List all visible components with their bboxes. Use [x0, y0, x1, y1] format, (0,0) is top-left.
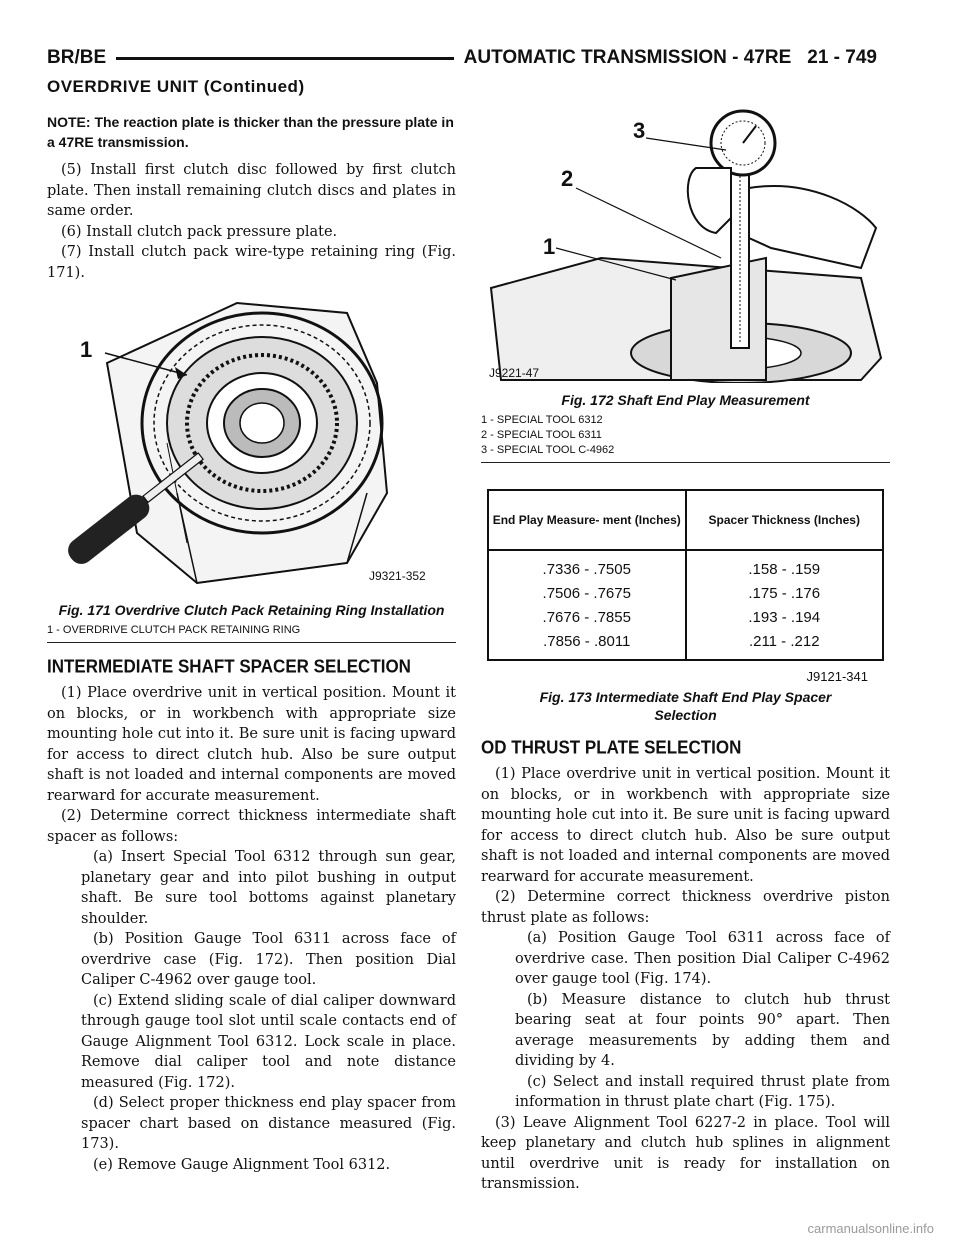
paragraph-sub: (e) Remove Gauge Alignment Tool 6312. — [93, 1156, 391, 1173]
figure-caption: Fig. 171 Overdrive Clutch Pack Retaining Ring Installation — [58, 602, 445, 618]
section-heading-intermediate-shaft: INTERMEDIATE SHAFT SPACER SELECTION — [47, 656, 411, 677]
paragraph: (2) Determine correct thickness overdrive piston thrust plate as follows: — [481, 889, 890, 926]
watermark: carmanualsonline.info — [807, 1221, 934, 1236]
paragraph-sub: (c) Select and install required thrust plate from information in thrust plate chart (Fig. 175). — [515, 1073, 890, 1110]
section-heading-od-thrust-plate: OD THRUST PLATE SELECTION — [481, 737, 742, 758]
header-model: BR/BE — [47, 47, 107, 68]
table-cell: .7336 - .7505 — [488, 550, 686, 581]
step-7: (7) Install clutch pack wire-type retaining ring (Fig. 171). — [47, 244, 456, 281]
table-row — [488, 581, 883, 605]
figure-legend — [481, 413, 890, 458]
figure-id: J9321-352 — [369, 569, 426, 583]
figure-legend-item: 3 - SPECIAL TOOL C-4962 — [481, 444, 615, 456]
table-row — [488, 605, 883, 629]
paragraph: (3) Leave Alignment Tool 6227-2 in place. Tool will keep planetary and clutch hub splines in alignment until overdrive unit is ready for installation on transmission. — [481, 1114, 890, 1192]
paragraph-sub: (a) Position Gauge Tool 6311 across face of overdrive case. Then position Dial Caliper C-4962 over gauge tool (Fig. 174). — [515, 930, 890, 987]
figure-caption: Fig. 173 Intermediate Shaft End Play Spacer Selection — [539, 689, 832, 723]
spacer-chart-table — [487, 489, 884, 661]
figure-173 — [481, 489, 890, 724]
note: NOTE: The reaction plate is thicker than the pressure plate in a 47RE transmission. — [47, 114, 454, 150]
figure-legend-item: 1 - SPECIAL TOOL 6312 — [481, 414, 603, 426]
table-cell: .7506 - .7675 — [488, 581, 686, 605]
callout-1: 1 — [80, 337, 93, 362]
callout-1: 1 — [543, 234, 556, 259]
table-cell: .7856 - .8011 — [488, 629, 686, 660]
paragraph-sub: (c) Extend sliding scale of dial caliper downward through gauge tool slot until scale contacts end of Gauge Alignment Tool 6312. Lock scale in place. Remove dial caliper tool and note distance measured (Fig. 172). — [81, 992, 456, 1091]
section-continued-title: OVERDRIVE UNIT (Continued) — [47, 77, 305, 96]
paragraph-sub: (a) Insert Special Tool 6312 through sun gear, planetary gear and into pilot bushing in output shaft. Be sure tool bottoms against planetary shoulder. — [81, 849, 456, 927]
step-6: (6) Install clutch pack pressure plate. — [61, 223, 338, 240]
left-column — [47, 108, 456, 1175]
callout-2: 2 — [561, 166, 574, 191]
table-cell: .158 - .159 — [686, 550, 884, 581]
right-column — [481, 108, 890, 1195]
figure-caption: Fig. 172 Shaft End Play Measurement — [561, 392, 810, 408]
paragraph-sub: (b) Position Gauge Tool 6311 across face of overdrive case (Fig. 172). Then position Dial Caliper C-4962 over gauge tool. — [81, 931, 456, 988]
paragraph-sub: (b) Measure distance to clutch hub thrust bearing seat at four points 90° apart. Then average measurements by adding them and dividing by 4. — [515, 991, 890, 1069]
figure-legend-item: 1 - OVERDRIVE CLUTCH PACK RETAINING RING — [47, 624, 301, 636]
step-5: (5) Install first clutch disc followed by first clutch plate. Then install remaining clutch discs and plates in same order. — [47, 162, 456, 219]
header-title: AUTOMATIC TRANSMISSION - 47RE — [463, 47, 792, 68]
figure-171 — [47, 293, 456, 643]
table-header-spacer-thickness: Spacer Thickness (Inches) — [686, 490, 884, 550]
callout-3: 3 — [633, 118, 646, 143]
table-cell: .7676 - .7855 — [488, 605, 686, 629]
header-page-number: 21 - 749 — [807, 47, 877, 68]
header-rule — [116, 57, 454, 60]
page-header — [47, 44, 877, 72]
table-cell: .175 - .176 — [686, 581, 884, 605]
paragraph: (2) Determine correct thickness intermediate shaft spacer as follows: — [47, 808, 456, 845]
figure-172 — [481, 108, 890, 463]
table-row — [488, 550, 883, 581]
table-header-end-play: End Play Measure- ment (Inches) — [488, 490, 686, 550]
table-row — [488, 629, 883, 660]
paragraph-sub: (d) Select proper thickness end play spacer from spacer chart based on distance measured (Fig. 173). — [81, 1095, 456, 1152]
figure-id: J9121-341 — [806, 669, 868, 684]
paragraph: (1) Place overdrive unit in vertical position. Mount it on blocks, or in workbench with appropriate size mounting hole cut into it. Be sure unit is facing upward for access to direct clutch hub. Also be sure output shaft is not loaded and internal components are moved rearward for accurate measurement. — [47, 685, 456, 804]
paragraph: (1) Place overdrive unit in vertical position. Mount it on blocks, or in workbench with appropriate size mounting hole cut into it. Be sure unit is facing upward for access to direct clutch hub. Also be sure output shaft is not loaded and internal components are moved rearward for accurate measurement. — [481, 766, 890, 885]
figure-id: J9221-47 — [489, 366, 540, 380]
clutch-pack-illustration — [47, 293, 456, 593]
figure-legend-item: 2 - SPECIAL TOOL 6311 — [481, 429, 602, 441]
table-cell: .193 - .194 — [686, 605, 884, 629]
table-cell: .211 - .212 — [686, 629, 884, 660]
